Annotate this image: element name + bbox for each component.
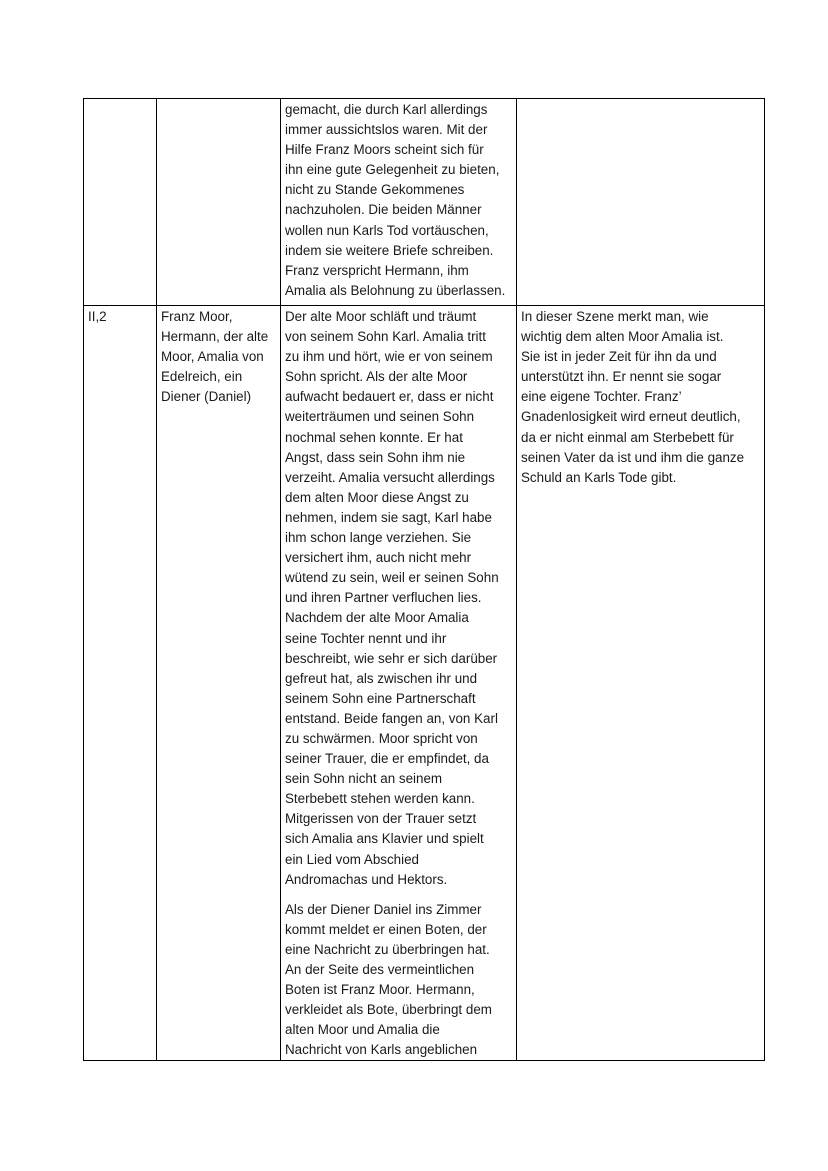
content-cell	[281, 99, 517, 306]
characters-text: Franz Moor, Hermann, der alte Moor, Amalia von Edelreich, ein Diener (Daniel)	[161, 309, 269, 405]
characters-cell	[157, 306, 281, 1061]
interpretation-cell	[517, 99, 765, 306]
interpretation-text: In dieser Szene merkt man, wie wichtig dem alten Moor Amalia ist. Sie ist in jeder Zeit für ihn da und unterstützt ihn. Er nennt sie sogar eine eigene Tochter. Franz’ Gnadenlosigkeit wird erneut deutlich, da er nicht einmal am Sterbebett für seinen Vater da ist und ihm die ganze Schuld an Karls Tode gibt.	[521, 309, 745, 485]
table-row	[84, 99, 765, 306]
content-paragraph: Der alte Moor schläft und träumt von seinem Sohn Karl. Amalia tritt zu ihm und hört, wie er von seinem Sohn spricht. Als der alte Moor aufwacht bedauert er, dass er nicht weiterträumen und seinen Sohn nochmal sehen konnte. Er hat Angst, dass sein Sohn ihm nie verzeiht. Amalia versucht allerdings dem alten Moor diese Angst zu nehmen, indem sie sagt, Karl habe ihm schon lange verziehen. Sie versichert ihm, auch nicht mehr wütend zu sein, weil er seinen Sohn und ihren Partner verfluchen lies. Nachdem der alte Moor Amalia seine Tochter nennt und ihr beschreibt, wie sehr er sich darüber gefreut hat, als zwischen ihr und seinem Sohn eine Partnerschaft entstand. Beide fangen an, von Karl zu schwärmen. Moor spricht von seiner Trauer, die er empfindet, da sein Sohn nicht an seinem Sterbebett stehen werden kann. Mitgerissen von der Trauer setzt sich Amalia ans Klavier und spielt ein Lied vom Abschied Andromachas und Hektors.	[285, 309, 499, 887]
scene-number: II,2	[88, 309, 107, 324]
scene-summary-table	[83, 98, 765, 1061]
content-paragraph: Als der Diener Daniel ins Zimmer kommt meldet er einen Boten, der eine Nachricht zu überbringen hat. An der Seite des vermeintlichen Boten ist Franz Moor. Hermann, verkleidet als Bote, überbringt dem alten Moor und Amalia die Nachricht von Karls angeblichen	[285, 901, 492, 1058]
table-row	[84, 306, 765, 1061]
scene-cell	[84, 306, 157, 1061]
characters-cell	[157, 99, 281, 306]
content-cell	[281, 306, 517, 1061]
content-paragraph: gemacht, die durch Karl allerdings immer aussichtslos waren. Mit der Hilfe Franz Moors scheint sich für ihn eine gute Gelegenheit zu bieten, nicht zu Stande Gekommenes nachzuholen. Die beiden Männer wollen nun Karls Tod vortäuschen, indem sie weitere Briefe schreiben. Franz verspricht Hermann, ihm Amalia als Belohnung zu überlassen.	[285, 102, 506, 298]
interpretation-cell	[517, 306, 765, 1061]
scene-cell	[84, 99, 157, 306]
